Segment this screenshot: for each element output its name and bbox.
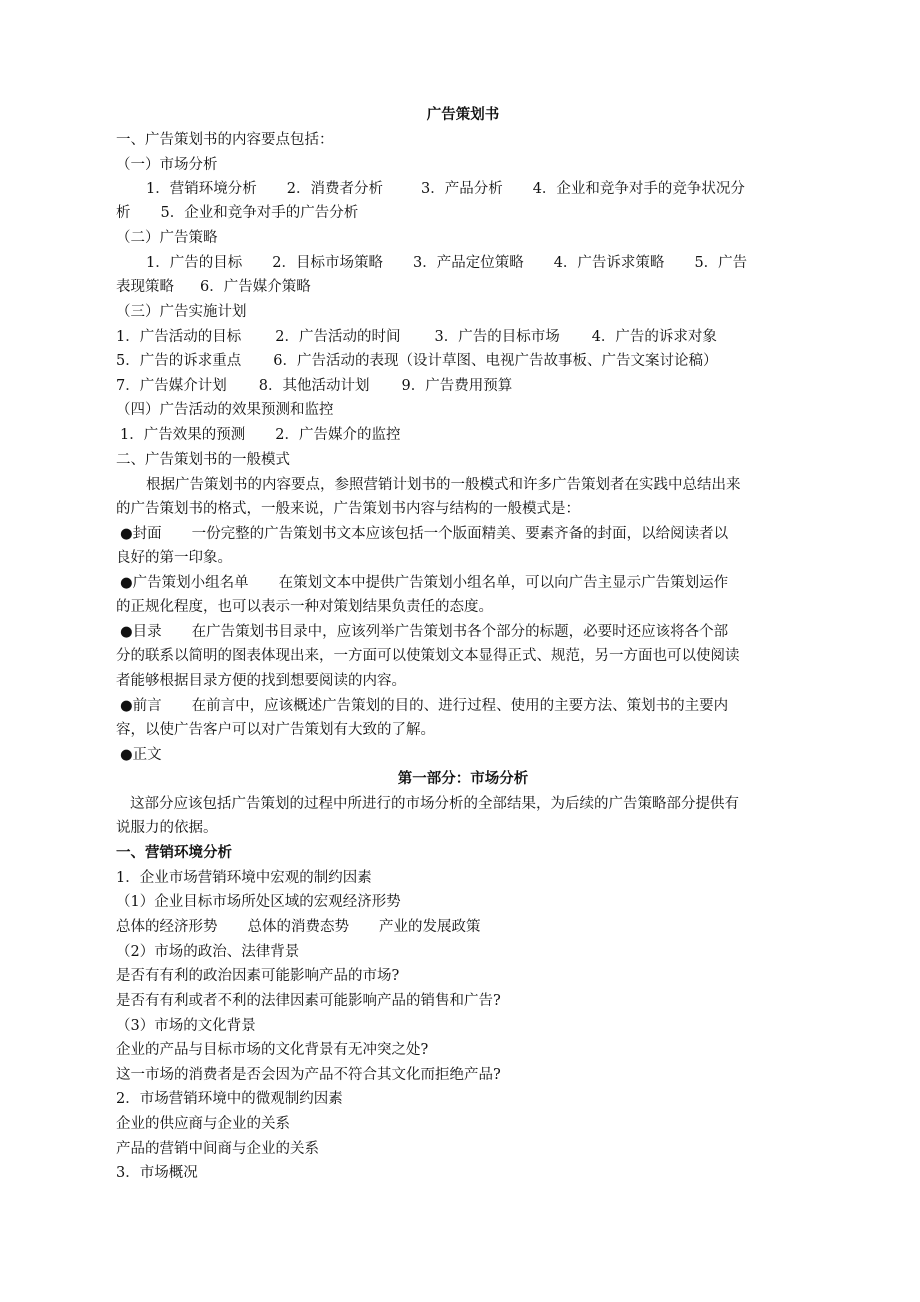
list-item: 3．产品分析 (420, 181, 503, 197)
heading-marketing-environment: 一、营销环境分析 (116, 845, 232, 861)
macro-economy: （1）企业目标市场所处区域的宏观经济形势 (116, 894, 401, 910)
preface-line-2: 容，以使广告客户可以对广告策划有大致的了解。 (116, 722, 435, 738)
list-item: 表现策略 (116, 279, 174, 295)
document-title: 广告策划书 (426, 107, 500, 123)
preface-label: ●前言 (120, 698, 162, 714)
list-item: 3．产品定位策略 (412, 255, 524, 271)
list-item: 总体的经济形势 (116, 919, 218, 935)
section-market-analysis: （一）市场分析 (116, 157, 218, 173)
section-implementation-plan: （三）广告实施计划 (116, 304, 247, 320)
cover-line-2: 良好的第一印象。 (116, 550, 232, 566)
team-line-1 (120, 571, 810, 596)
list-item: 1．营销环境分析 (146, 181, 257, 197)
heading-content-points: 一、广告策划书的内容要点包括： (116, 132, 334, 148)
intermediary-relation: 产品的营销中间商与企业的关系 (116, 1141, 319, 1157)
intro-line-2: 的广告策划书的格式，一般来说，广告策划书内容与结构的一般模式是： (116, 501, 580, 517)
cover-text: 一份完整的广告策划书文本应该包括一个版面精美、要素齐备的封面，以给阅读者以 (191, 526, 729, 542)
plan-row-2 (116, 349, 810, 374)
market-analysis-items (146, 177, 810, 202)
plan-row-3 (116, 374, 810, 399)
economy-items (116, 915, 810, 940)
market-analysis-items-cont (116, 201, 810, 226)
team-line-2: 的正规化程度，也可以表示一种对策划结果负责任的态度。 (116, 599, 493, 615)
list-item: 8．其他活动计划 (258, 378, 370, 394)
list-item: 总体的消费态势 (247, 919, 349, 935)
toc-line-3: 者能够根据目录方便的找到想要阅读的内容。 (116, 673, 406, 689)
toc-label: ●目录 (120, 624, 162, 640)
list-item: 5．广告 (694, 255, 748, 271)
list-item: 析 (116, 205, 131, 221)
team-label: ●广告策划小组名单 (120, 575, 249, 591)
list-item: 4．广告诉求策略 (553, 255, 665, 271)
supplier-relation: 企业的供应商与企业的关系 (116, 1116, 290, 1132)
heading-general-model: 二、广告策划书的一般模式 (116, 452, 290, 468)
cover-label: ●封面 (120, 526, 162, 542)
list-item: 3．广告的目标市场 (434, 329, 560, 345)
cultural-question-2: 这一市场的消费者是否会因为产品不符合其文化而拒绝产品? (116, 1067, 501, 1083)
list-item: 6．广告媒介策略 (200, 279, 311, 295)
list-item: 2．目标市场策略 (272, 255, 383, 271)
list-item: 5．企业和竞争对手的广告分析 (160, 205, 359, 221)
cultural-background: （3）市场的文化背景 (116, 1018, 256, 1034)
effect-monitoring-items (120, 423, 814, 448)
team-text: 在策划文本中提供广告策划小组名单，可以向广告主显示广告策划运作 (278, 575, 729, 591)
section-ad-strategy: （二）广告策略 (116, 230, 218, 246)
political-legal: （2）市场的政治、法律背景 (116, 944, 300, 960)
list-item: 4．广告的诉求对象 (591, 329, 717, 345)
macro-factors: 1．企业市场营销环境中宏观的制约因素 (116, 870, 372, 886)
market-overview: 3．市场概况 (116, 1165, 198, 1181)
cover-line-1 (120, 522, 810, 547)
intro-line-1: 根据广告策划书的内容要点，参照营销计划书的一般模式和许多广告策划者在实践中总结出来 (146, 477, 741, 493)
list-item: 产业的发展政策 (379, 919, 481, 935)
list-item: 6．广告活动的表现（设计草图、电视广告故事板、广告文案讨论稿） (273, 353, 718, 369)
preface-text: 在前言中，应该概述广告策划的目的、进行过程、使用的主要方法、策划书的主要内 (191, 698, 729, 714)
toc-text: 在广告策划书目录中，应该列举广告策划书各个部分的标题，必要时还应该将各个部 (191, 624, 729, 640)
toc-line-1 (120, 620, 810, 645)
ad-strategy-items (146, 251, 810, 276)
list-item: 1．广告的目标 (146, 255, 243, 271)
micro-factors: 2．市场营销环境中的微观制约因素 (116, 1091, 343, 1107)
list-item: 2．广告活动的时间 (275, 329, 401, 345)
political-question: 是否有有利的政治因素可能影响产品的市场? (116, 968, 400, 984)
body-label: ●正文 (120, 747, 162, 763)
plan-row-1 (116, 325, 810, 350)
list-item: 1．广告效果的预测 (120, 427, 246, 443)
list-item: 4．企业和竞争对手的竞争状况分 (532, 181, 745, 197)
ad-strategy-items-cont (116, 275, 810, 300)
list-item: 5．广告的诉求重点 (116, 353, 242, 369)
list-item: 1．广告活动的目标 (116, 329, 242, 345)
part1-intro-line-1: 这部分应该包括广告策划的过程中所进行的市场分析的全部结果，为后续的广告策略部分提供有 (130, 796, 739, 812)
cultural-question-1: 企业的产品与目标市场的文化背景有无冲突之处? (116, 1042, 429, 1058)
part1-title: 第一部分：市场分析 (397, 771, 529, 787)
preface-line-1 (120, 694, 810, 719)
toc-line-2: 分的联系以简明的图表体现出来，一方面可以使策划文本显得正式、规范，另一方面也可以使阅读 (116, 648, 740, 664)
section-effect-monitoring: （四）广告活动的效果预测和监控 (116, 402, 334, 418)
list-item: 9．广告费用预算 (401, 378, 513, 394)
legal-question: 是否有有利或者不利的法律因素可能影响产品的销售和广告? (116, 993, 501, 1009)
list-item: 2．广告媒介的监控 (275, 427, 401, 443)
list-item: 2．消费者分析 (286, 181, 383, 197)
part1-intro-line-2: 说服力的依据。 (116, 820, 218, 836)
list-item: 7．广告媒介计划 (116, 378, 227, 394)
